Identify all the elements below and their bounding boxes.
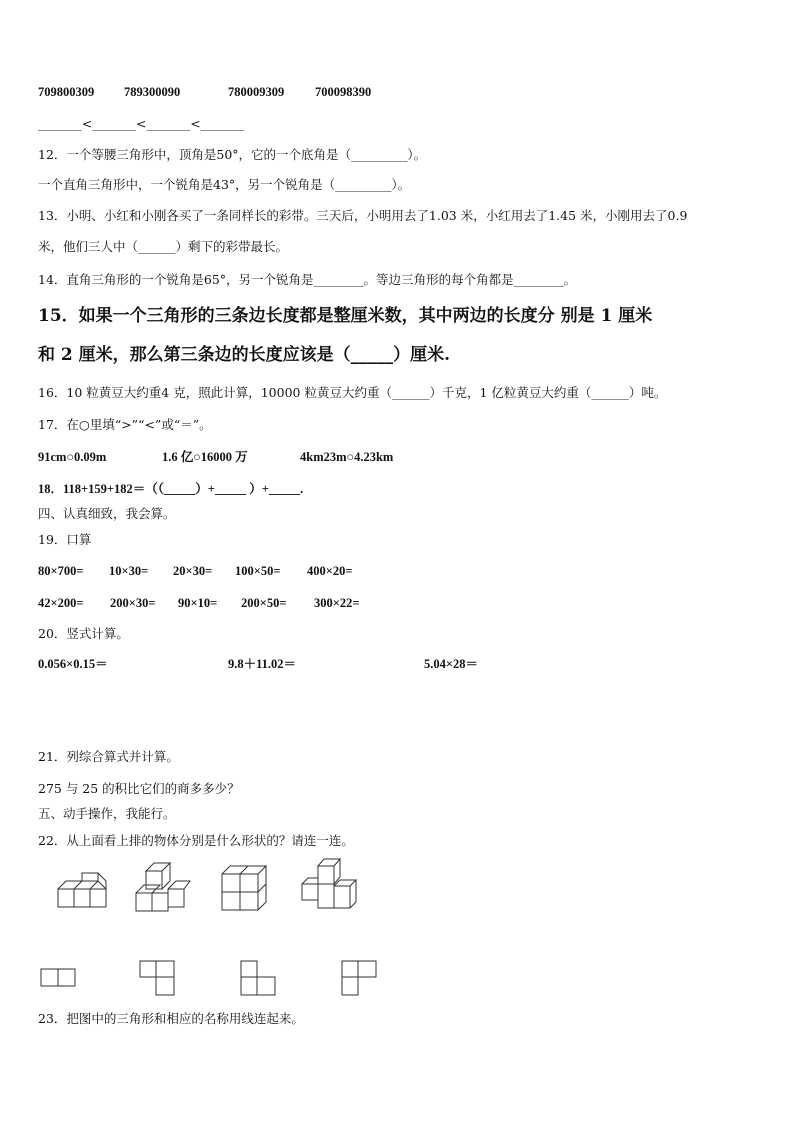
q13-text-line1: 13．小明、小红和小刚各买了一条同样长的彩带。三天后，小明用去了1.03 米，小红用去了1.45 米，小刚用去了0.9 [38,208,688,223]
q14-text: 14．直角三角形的一个锐角是65°，另一个锐角是________。等边三角形的每个角都是________。 [38,272,577,287]
q19-expr: 42×200= [38,596,84,610]
q11-number: 700098390 [315,85,372,99]
q15-text-line2: 和 2 厘米，那么第三条边的长度应该是（_____）厘米. [38,345,451,365]
cube-figure-2 [132,859,190,913]
q17-items [38,449,393,465]
q21-text: 21．列综合算式并计算。 [38,749,179,764]
q19-expr: 200×30= [110,596,156,610]
q17-item: 4km23m○4.23km [300,450,394,464]
q22-text: 22．从上面看上排的物体分别是什么形状的？请连一连。 [38,833,354,848]
q19-expr: 20×30= [173,564,213,578]
q20-expr: 0.056×0.15＝ [38,657,108,671]
q19-expr: 400×20= [307,564,353,578]
q17-item: 1.6 亿○16000 万 [162,450,248,464]
q17-text: 17．在○里填“>”“<”或“＝”。 [38,417,212,432]
q16-text: 16．10 粒黄豆大约重4 克，照此计算，10000 粒黄豆大约重（______）千克，1 亿粒黄豆大约重（______）吨。 [38,385,667,400]
q11-number: 709800309 [38,85,95,99]
q18-text: 18．118+159+182＝（（_____）+_____ ）+_____. [38,482,304,496]
q20-expr: 9.8＋11.02＝ [228,657,297,671]
q12b-text: 一个直角三角形中，一个锐角是43°，另一个锐角是（_________）。 [38,177,411,192]
q19-expr: 10×30= [109,564,149,578]
q17-item: 91cm○0.09m [38,450,107,464]
q19-row2 [38,595,360,611]
q19-row1 [38,563,353,579]
cube-figure-4 [298,856,356,912]
q21-question: 275 与 25 的积比它们的商多多少？ [38,781,240,796]
q13-text-line2: 米，他们三人中（______）剩下的彩带最长。 [38,239,289,254]
q11-number: 780009309 [228,85,285,99]
q23-text: 23．把图中的三角形和相应的名称用线连起来。 [38,1011,304,1026]
q12-text: 12．一个等腰三角形中，顶角是50°，它的一个底角是（_________）。 [38,147,427,162]
q19-expr: 200×50= [241,596,287,610]
q11-number: 789300090 [124,85,181,99]
top-view-shape-2 [139,960,175,996]
q11-numbers [38,84,371,100]
section-5-heading: 五、动手操作，我能行。 [38,806,176,821]
q19-expr: 80×700= [38,564,84,578]
top-view-shape-4 [341,960,377,996]
q19-expr: 300×22= [314,596,360,610]
cube-figure-1 [52,872,110,912]
q19-expr: 90×10= [178,596,218,610]
section-4-heading: 四、认真细致，我会算。 [38,506,176,521]
q15-text-line1: 15．如果一个三角形的三条边长度都是整厘米数，其中两边的长度分 别是 1 厘米 [38,306,653,326]
q19-text: 19．口算 [38,532,92,547]
q20-expr: 5.04×28＝ [424,657,478,671]
q11-order-blanks[interactable]: _______<_______<_______<_______ [38,116,245,131]
q20-text: 20．竖式计算。 [38,626,129,641]
top-view-shape-3 [240,960,276,996]
cube-figure-3 [216,862,268,912]
top-view-shape-1 [40,966,76,988]
q20-items [38,656,478,672]
q19-expr: 100×50= [235,564,281,578]
